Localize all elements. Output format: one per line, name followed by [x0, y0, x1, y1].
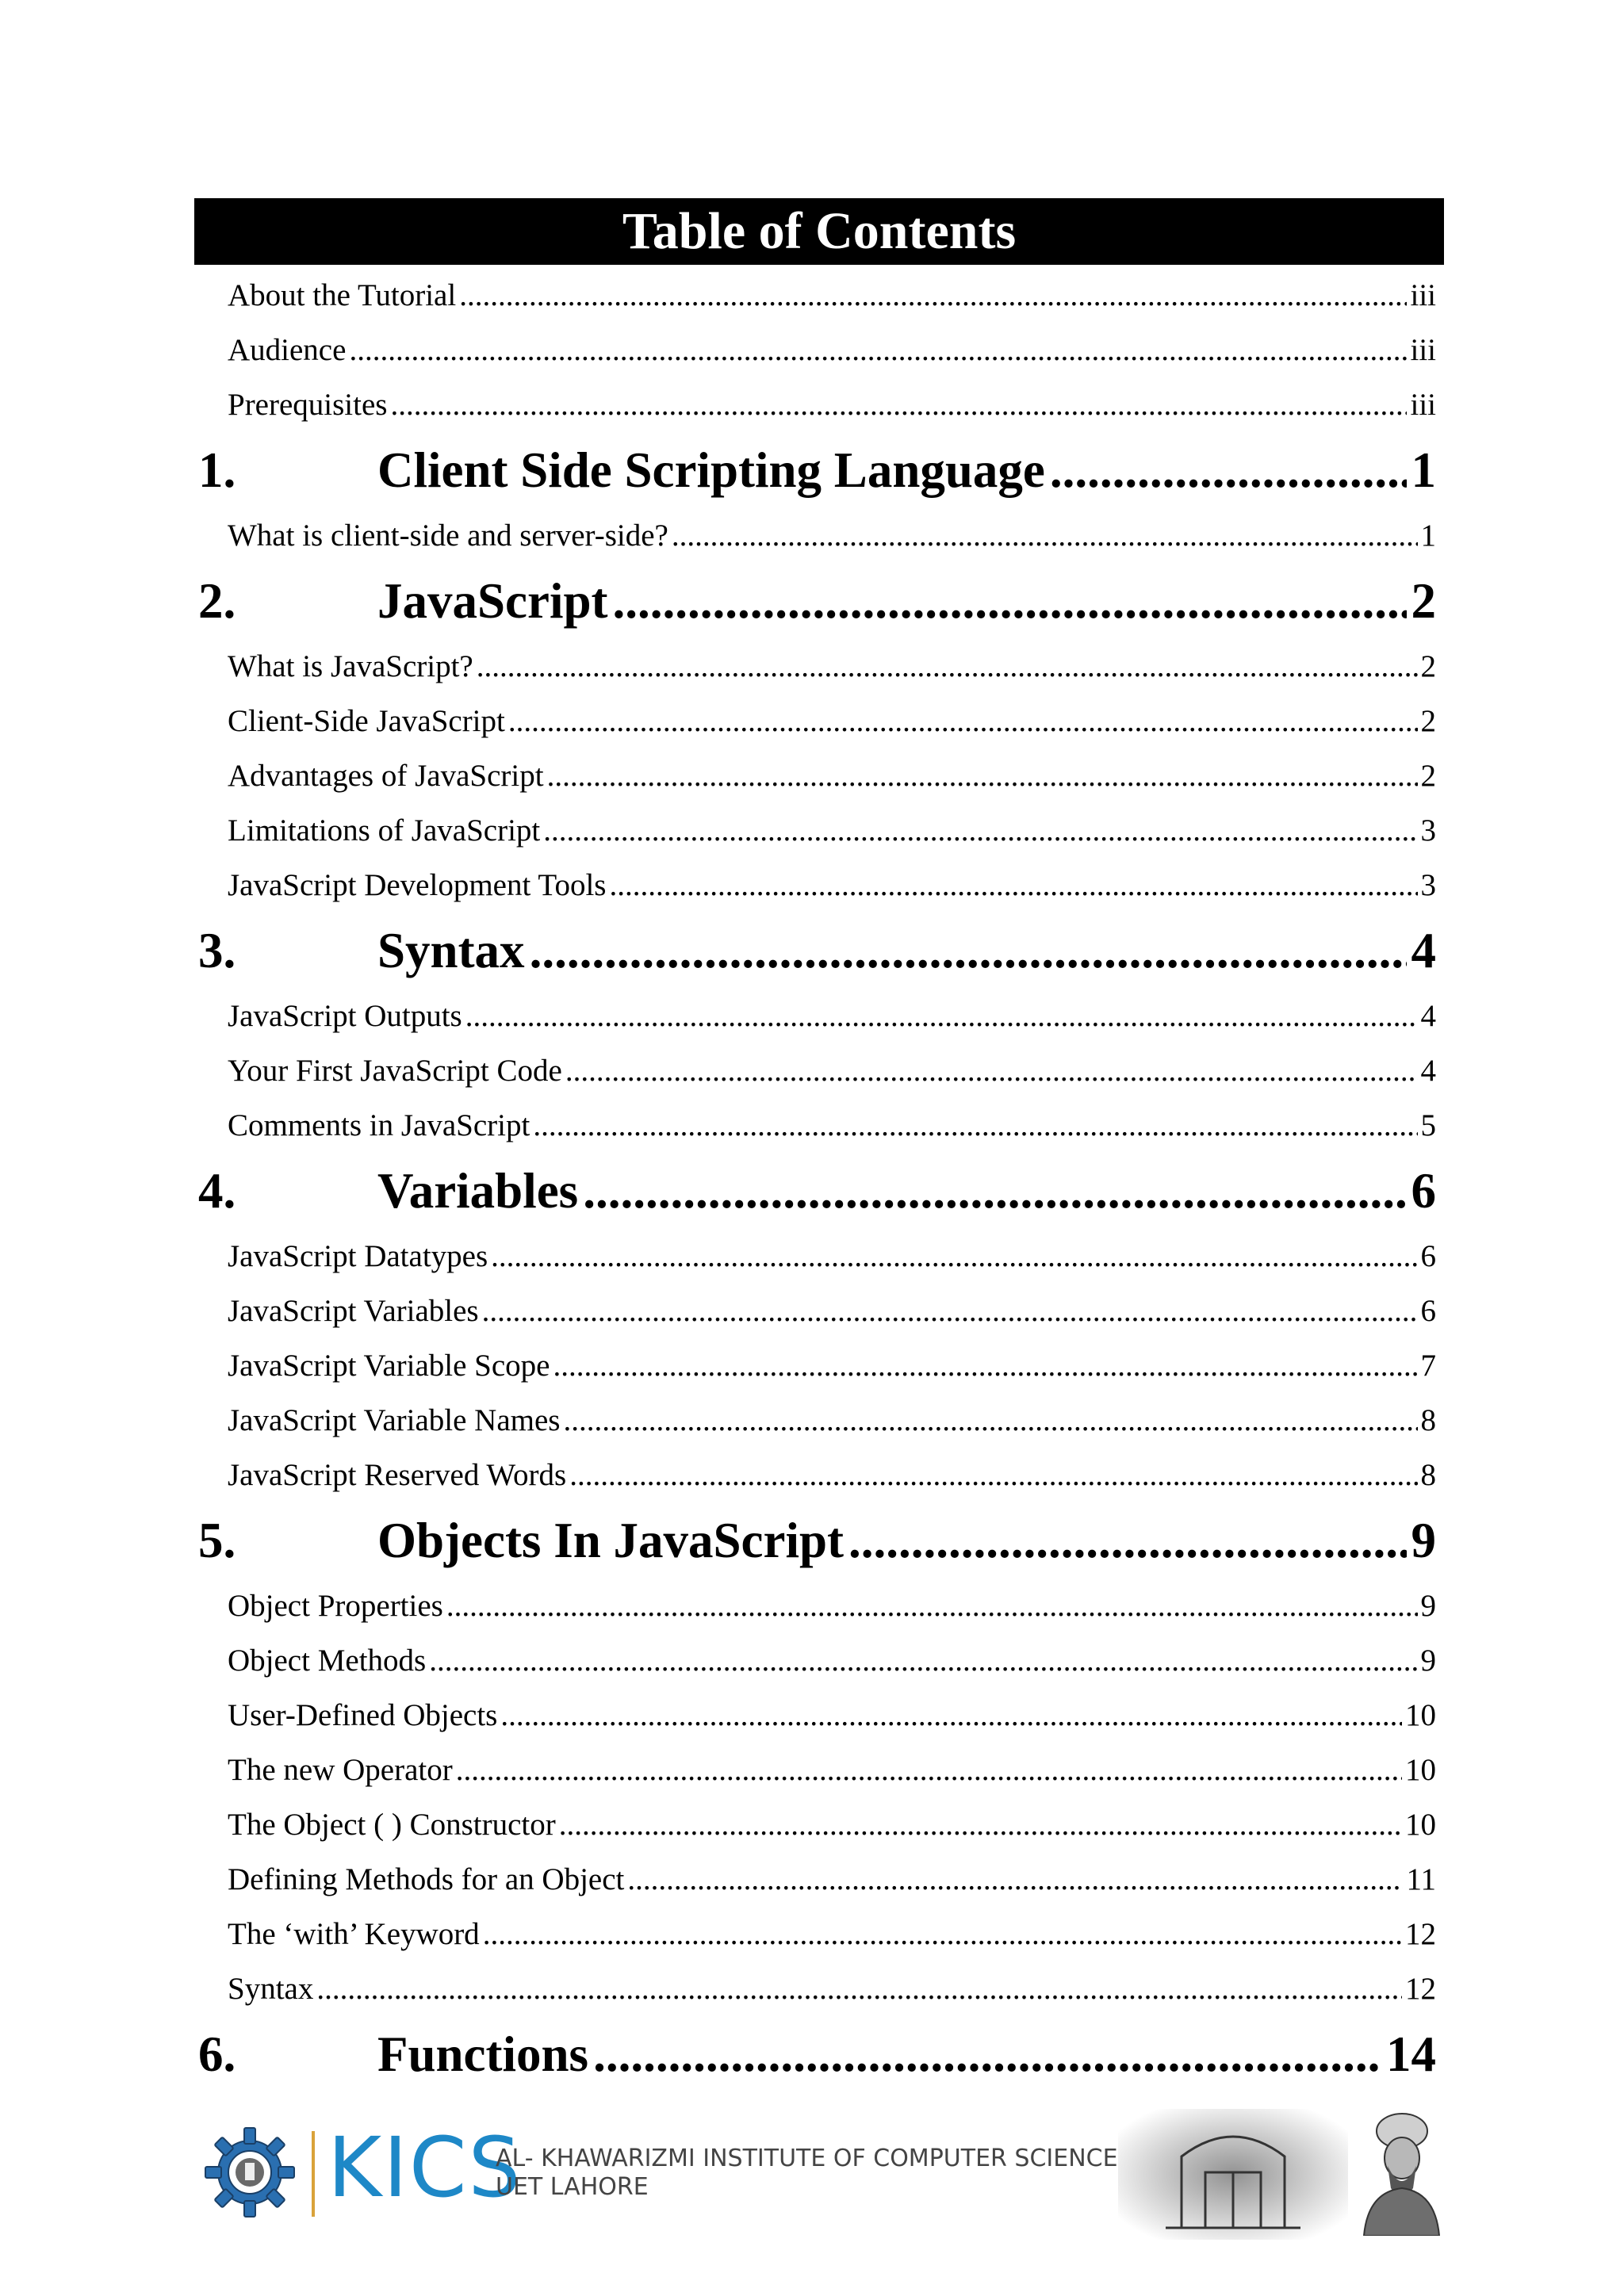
entry-page-number: iii [1410, 278, 1436, 312]
toc-chapter-entry[interactable] [194, 1502, 1444, 1578]
institute-name: AL- KHAWARIZMI INSTITUTE OF COMPUTER SCIENCE [496, 2145, 1118, 2172]
entry-label: JavaScript Variables [228, 1294, 479, 1328]
toc-section-entry[interactable] [194, 323, 1444, 377]
entry-page-number: 9 [1411, 1513, 1436, 1568]
entry-label: Objects In JavaScript [377, 1513, 844, 1568]
toc-section-entry[interactable] [194, 1578, 1444, 1633]
entry-label: JavaScript Datatypes [228, 1239, 488, 1273]
entry-label: Object Properties [228, 1589, 443, 1623]
toc-section-entry[interactable] [194, 1229, 1444, 1284]
entry-label: The ‘with’ Keyword [228, 1917, 480, 1951]
dot-leader [429, 1633, 1417, 1688]
entry-page-number: 8 [1420, 1403, 1436, 1437]
dot-leader [672, 508, 1418, 563]
toc-section-entry[interactable] [194, 803, 1444, 858]
entry-label: About the Tutorial [228, 278, 457, 312]
dot-leader [565, 1043, 1418, 1098]
entry-page-number: 10 [1405, 1753, 1436, 1787]
entry-label: What is JavaScript? [228, 649, 473, 683]
dot-leader [508, 694, 1418, 748]
dot-leader [569, 1448, 1417, 1502]
dot-leader [482, 1284, 1418, 1338]
toc-section-entry[interactable] [194, 989, 1444, 1043]
entry-label: The Object ( ) Constructor [228, 1808, 556, 1842]
dot-leader [627, 1852, 1403, 1907]
entry-label: JavaScript Development Tools [228, 868, 607, 902]
entry-page-number: 3 [1420, 868, 1436, 902]
toc-section-entry[interactable] [194, 377, 1444, 432]
toc-section-entry[interactable] [194, 1688, 1444, 1743]
entry-label: Comments in JavaScript [228, 1108, 530, 1142]
entry-page-number: 5 [1420, 1108, 1436, 1142]
entry-label: JavaScript Reserved Words [228, 1458, 567, 1492]
entry-label: User-Defined Objects [228, 1698, 498, 1732]
page-footer [202, 2109, 1447, 2240]
kics-gear-logo-icon [202, 2125, 297, 2220]
entry-label: What is client-side and server-side? [228, 519, 668, 553]
entry-page-number: 8 [1420, 1458, 1436, 1492]
entry-label: Functions [377, 2026, 589, 2082]
toc-section-entry[interactable] [194, 858, 1444, 913]
dot-leader [390, 377, 1407, 432]
chapter-number: 5. [198, 1513, 236, 1568]
dot-leader [593, 2016, 1381, 2092]
toc-title: Table of Contents [194, 198, 1444, 265]
entry-page-number: 2 [1420, 649, 1436, 683]
toc-chapter-entry[interactable] [194, 1153, 1444, 1229]
toc-chapter-entry[interactable] [194, 913, 1444, 989]
entry-page-number: 2 [1420, 759, 1436, 793]
entry-label: JavaScript Outputs [228, 999, 462, 1033]
toc-chapter-entry[interactable] [194, 2016, 1444, 2092]
entry-page-number: iii [1410, 388, 1436, 422]
dot-leader [446, 1578, 1418, 1633]
dot-leader [612, 563, 1406, 639]
entry-label: Client-Side JavaScript [228, 704, 505, 738]
chapter-number: 6. [198, 2026, 236, 2082]
entry-page-number: 10 [1405, 1808, 1436, 1842]
entry-page-number: 6 [1411, 1163, 1436, 1219]
toc-section-entry[interactable] [194, 1907, 1444, 1961]
dot-leader [456, 1743, 1402, 1797]
entry-label: JavaScript Variable Scope [228, 1349, 550, 1383]
entry-page-number: 10 [1405, 1698, 1436, 1732]
entry-label: Advantages of JavaScript [228, 759, 544, 793]
entry-page-number: 11 [1406, 1862, 1436, 1896]
toc-section-entry[interactable] [194, 748, 1444, 803]
entry-page-number: 2 [1420, 704, 1436, 738]
dot-leader [609, 858, 1417, 913]
toc-section-entry[interactable] [194, 1393, 1444, 1448]
entry-label: JavaScript Variable Names [228, 1403, 561, 1437]
dot-leader [1050, 432, 1407, 508]
chapter-number: 1. [198, 442, 236, 498]
dot-leader [559, 1797, 1402, 1852]
entry-page-number: 3 [1420, 813, 1436, 848]
toc-section-entry[interactable] [194, 639, 1444, 694]
entry-page-number: 6 [1420, 1239, 1436, 1273]
dot-leader [547, 748, 1418, 803]
building-illustration-icon [1118, 2109, 1348, 2240]
dot-leader [533, 1098, 1417, 1153]
entry-label: Variables [377, 1163, 579, 1219]
dot-leader [583, 1153, 1406, 1229]
chapter-number: 4. [198, 1163, 236, 1219]
entry-page-number: 9 [1420, 1644, 1436, 1678]
entry-page-number: 6 [1420, 1294, 1436, 1328]
entry-page-number: 9 [1420, 1589, 1436, 1623]
entry-label: Object Methods [228, 1644, 427, 1678]
entry-page-number: 4 [1420, 1054, 1436, 1088]
entry-label: Syntax [377, 923, 525, 978]
dot-leader [500, 1688, 1402, 1743]
entry-page-number: 12 [1405, 1917, 1436, 1951]
entry-label: JavaScript [377, 573, 608, 629]
chapter-number: 2. [198, 573, 236, 629]
entry-page-number: iii [1410, 333, 1436, 367]
entry-page-number: 1 [1420, 519, 1436, 553]
entry-page-number: 7 [1420, 1349, 1436, 1383]
toc-chapter-entry[interactable] [194, 432, 1444, 508]
entry-label: Client Side Scripting Language [377, 442, 1045, 498]
entry-label: Syntax [228, 1972, 314, 2006]
toc-section-entry[interactable] [194, 1448, 1444, 1502]
entry-label: Defining Methods for an Object [228, 1862, 625, 1896]
dot-leader [491, 1229, 1417, 1284]
toc-section-entry[interactable] [194, 1633, 1444, 1688]
toc-section-entry[interactable] [194, 1743, 1444, 1797]
entry-page-number: 4 [1420, 999, 1436, 1033]
toc-section-entry[interactable] [194, 1338, 1444, 1393]
dot-leader [563, 1393, 1417, 1448]
entry-label: Your First JavaScript Code [228, 1054, 562, 1088]
entry-page-number: 14 [1386, 2026, 1436, 2082]
entry-page-number: 4 [1411, 923, 1436, 978]
entry-page-number: 1 [1411, 442, 1436, 498]
dot-leader [543, 803, 1417, 858]
toc-section-entry[interactable] [194, 268, 1444, 323]
dot-leader [349, 323, 1407, 377]
toc-section-entry[interactable] [194, 694, 1444, 748]
kics-logo-text: KICS [327, 2119, 523, 2216]
toc-list [194, 268, 1444, 2092]
toc-section-entry[interactable] [194, 1284, 1444, 1338]
toc-section-entry[interactable] [194, 1961, 1444, 2016]
entry-page-number: 12 [1405, 1972, 1436, 2006]
toc-section-entry[interactable] [194, 508, 1444, 563]
chapter-number: 3. [198, 923, 236, 978]
institute-location: UET LAHORE [496, 2173, 649, 2201]
scholar-portrait-icon [1356, 2109, 1447, 2236]
dot-leader [848, 1502, 1407, 1578]
dot-leader [459, 268, 1407, 323]
toc-section-entry[interactable] [194, 1098, 1444, 1153]
dot-leader [553, 1338, 1418, 1393]
entry-page-number: 2 [1411, 573, 1436, 629]
toc-section-entry[interactable] [194, 1852, 1444, 1907]
dot-leader [316, 1961, 1402, 2016]
toc-chapter-entry[interactable] [194, 563, 1444, 639]
entry-label: Audience [228, 333, 347, 367]
entry-label: Limitations of JavaScript [228, 813, 541, 848]
dot-leader [530, 913, 1407, 989]
entry-label: Prerequisites [228, 388, 388, 422]
toc-section-entry[interactable] [194, 1797, 1444, 1852]
dot-leader [477, 639, 1418, 694]
dot-leader [483, 1907, 1402, 1961]
footer-divider [312, 2131, 315, 2217]
toc-section-entry[interactable] [194, 1043, 1444, 1098]
entry-label: The new Operator [228, 1753, 453, 1787]
dot-leader [465, 989, 1418, 1043]
